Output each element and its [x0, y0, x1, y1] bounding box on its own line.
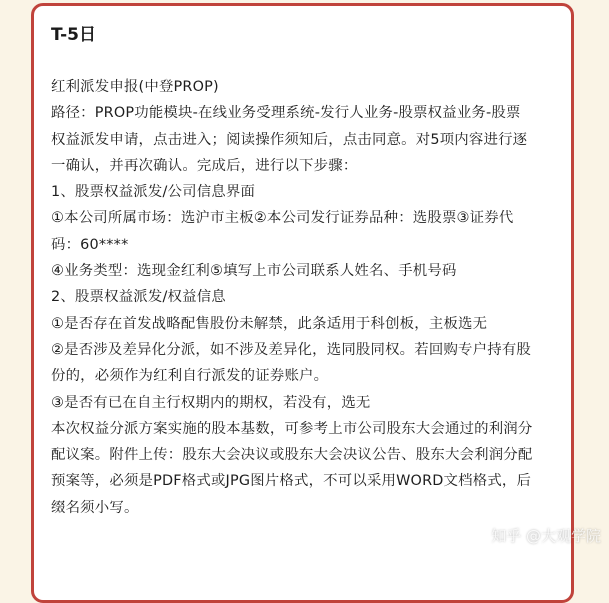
doc-line: 一确认，并再次确认。完成后，进行以下步骤：: [51, 157, 358, 174]
doc-line: 本次权益分派方案实施的股本基数，可参考上市公司股东大会通过的利润分: [51, 420, 533, 437]
doc-line: ①本公司所属市场：选沪市主板②本公司发行证券品种：选股票③证券代: [51, 210, 514, 227]
doc-body: [51, 74, 566, 521]
doc-line: 预案等，必须是PDF格式或JPG图片格式，不可以采用WORD文档格式，后: [51, 473, 532, 490]
doc-line: ③是否有已在自主行权期内的期权，若没有，选无: [51, 394, 371, 411]
doc-line: 2、股票权益派发/权益信息: [51, 289, 226, 306]
doc-line: 份的，必须作为红利自行派发的证券账户。: [51, 368, 329, 385]
doc-line: ①是否存在首发战略配售股份未解禁，此条适用于科创板，主板选无: [51, 315, 488, 332]
doc-line: ④业务类型：选现金红利⑤填写上市公司联系人姓名、手机号码: [51, 263, 457, 280]
doc-line: 权益派发申请，点击进入；阅读操作须知后，点击同意。对5项内容进行逐: [51, 131, 528, 148]
doc-line: 配议案。附件上传：股东大会决议或股东大会决议公告、股东大会利润分配: [51, 447, 533, 464]
doc-line: ②是否涉及差异化分派，如不涉及差异化，选同股同权。若回购专户持有股: [51, 341, 532, 358]
doc-title: T-5日: [51, 25, 96, 45]
doc-line: 码：60****: [51, 236, 129, 253]
watermark-text: 知乎 @大观学院: [491, 527, 601, 545]
doc-line: 1、股票权益派发/公司信息界面: [51, 184, 256, 201]
doc-line: 红利派发申报(中登PROP): [51, 79, 219, 95]
doc-line: 路径：PROP功能模块-在线业务受理系统-发行人业务-股票权益业务-股票: [51, 105, 521, 122]
doc-line: 缀名须小写。: [51, 499, 139, 516]
document-card: [31, 3, 574, 603]
